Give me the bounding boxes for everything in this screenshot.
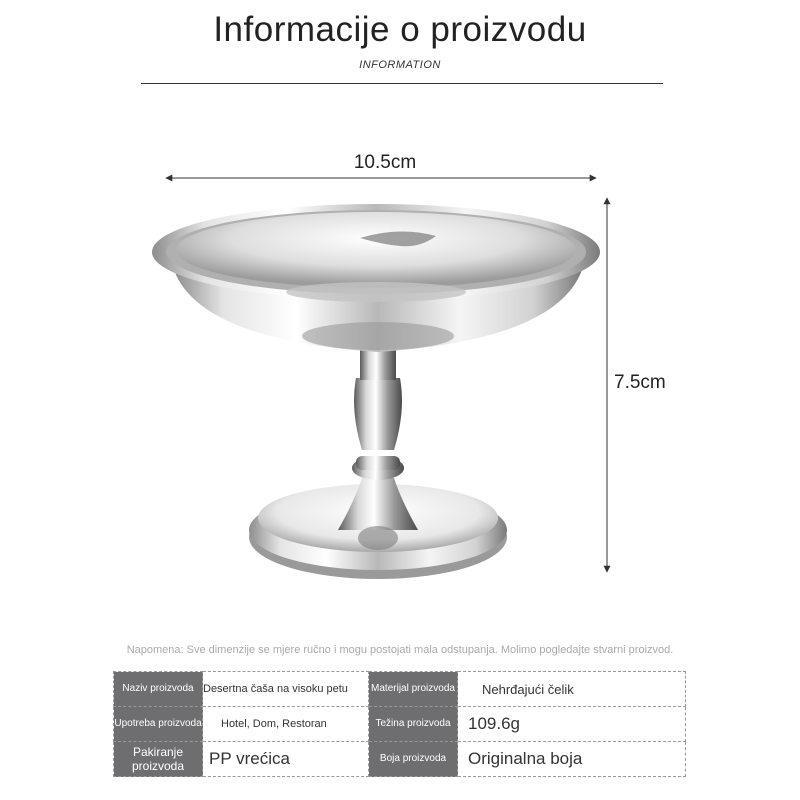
spec-value-weight: 109.6g [458,707,686,742]
measurement-note: Napomena: Sve dimenzije se mjere ručno i mogu postojati mala odstupanja. Molimo pogledajte stvarni proizvod. [126,644,674,656]
spec-label-name: Naziv proizvoda [114,672,203,707]
spec-table [113,671,686,777]
spec-value-usage: Hotel, Dom, Restoran [203,707,369,742]
table-row [114,672,686,707]
spec-label-usage: Upotreba proizvoda [114,707,203,742]
spec-value-packaging: PP vrećica [203,742,369,777]
page-subtitle: INFORMATION [359,59,441,71]
spec-label-color: Boja proizvoda [369,742,458,777]
table-row [114,707,686,742]
height-dimension-label: 7.5cm [614,372,666,393]
table-row [114,742,686,777]
spec-label-material: Materijal proizvoda [369,672,458,707]
spec-value-material: Nehrđajući čelik [458,672,686,707]
spec-label-weight: Težina proizvoda [369,707,458,742]
dessert-cup-image [152,204,600,579]
page-title: Informacije o proizvodu [213,10,587,49]
spec-value-name: Desertna čaša na visoku petu [203,672,369,707]
spec-value-color: Originalna boja [458,742,686,777]
spec-label-packaging: Pakiranje proizvoda [114,742,203,777]
width-dimension-label: 10.5cm [353,152,417,173]
